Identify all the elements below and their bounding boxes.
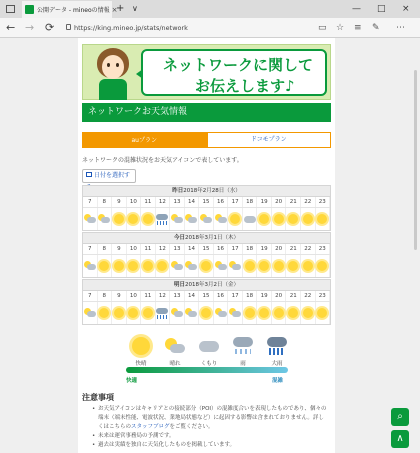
sun-icon bbox=[99, 308, 109, 318]
weather-cell bbox=[214, 302, 229, 324]
hour-label: 23 bbox=[316, 291, 331, 301]
partly-cloudy-icon bbox=[185, 261, 197, 271]
hour-label: 21 bbox=[286, 291, 301, 301]
weather-cell bbox=[127, 255, 142, 277]
weather-cell bbox=[272, 255, 287, 277]
weather-cell bbox=[98, 255, 113, 277]
partly-cloudy-icon bbox=[171, 214, 183, 224]
weather-cell bbox=[83, 208, 98, 230]
partly-cloudy-icon bbox=[215, 261, 227, 271]
weather-cell bbox=[257, 208, 272, 230]
address-bar bbox=[0, 18, 420, 38]
weather-cell bbox=[286, 208, 301, 230]
hour-label: 10 bbox=[127, 291, 142, 301]
weather-cell bbox=[316, 208, 331, 230]
weather-cell bbox=[301, 255, 316, 277]
hour-label: 13 bbox=[170, 244, 185, 254]
hub-icon[interactable]: ≡ bbox=[354, 23, 362, 33]
hour-label: 16 bbox=[214, 291, 229, 301]
weather-cell bbox=[185, 255, 200, 277]
close-window-button[interactable]: × bbox=[402, 4, 410, 14]
weather-cell bbox=[214, 255, 229, 277]
hour-label: 18 bbox=[243, 291, 258, 301]
hours-row bbox=[83, 291, 330, 302]
legend-item bbox=[194, 335, 224, 367]
weather-cell bbox=[170, 302, 185, 324]
snow-cloud-icon bbox=[233, 337, 253, 355]
sun-icon bbox=[132, 337, 150, 355]
hour-label: 12 bbox=[156, 244, 171, 254]
hour-label: 20 bbox=[272, 197, 287, 207]
weather-row bbox=[83, 255, 330, 277]
hour-label: 19 bbox=[257, 244, 272, 254]
weather-cell bbox=[199, 255, 214, 277]
rain-icon bbox=[156, 214, 168, 225]
tab-menu-icon[interactable]: ∨ bbox=[132, 4, 138, 13]
day-prefix: 昨日 bbox=[172, 188, 184, 194]
minimize-button[interactable]: — bbox=[352, 4, 361, 14]
notes-heading: 注意事項 bbox=[82, 393, 114, 402]
partly-cloudy-icon bbox=[171, 308, 183, 318]
weather-cell bbox=[272, 302, 287, 324]
day-header bbox=[83, 233, 330, 244]
weather-cell bbox=[170, 255, 185, 277]
main-content bbox=[78, 38, 335, 453]
hour-label: 7 bbox=[83, 244, 98, 254]
sun-icon bbox=[245, 261, 255, 271]
mascot-face bbox=[102, 55, 124, 79]
weather-cell bbox=[301, 302, 316, 324]
scrollbar[interactable] bbox=[413, 40, 418, 440]
partly-cloudy-icon bbox=[98, 214, 110, 224]
sun-icon bbox=[303, 261, 313, 271]
weather-cell bbox=[141, 208, 156, 230]
legend-slow-label: 混雑 bbox=[272, 378, 284, 384]
hour-label: 12 bbox=[156, 197, 171, 207]
reload-button[interactable]: ⟳ bbox=[45, 21, 55, 34]
partly-cloudy-icon bbox=[229, 261, 241, 271]
cloud-icon bbox=[244, 216, 256, 223]
sun-icon bbox=[317, 261, 327, 271]
more-icon[interactable]: ⋯ bbox=[396, 23, 405, 33]
weather-row bbox=[83, 208, 330, 230]
mascot-eye-left bbox=[107, 63, 110, 67]
weather-cell bbox=[257, 302, 272, 324]
weather-cell bbox=[272, 208, 287, 230]
partly-cloudy-icon bbox=[171, 261, 183, 271]
hour-label: 8 bbox=[98, 291, 113, 301]
weather-cell bbox=[286, 255, 301, 277]
weather-cell bbox=[257, 255, 272, 277]
sun-icon bbox=[143, 214, 153, 224]
weather-cell bbox=[170, 208, 185, 230]
partly-cloudy-icon bbox=[84, 261, 96, 271]
sun-icon bbox=[317, 308, 327, 318]
sun-icon bbox=[288, 261, 298, 271]
hour-label: 23 bbox=[316, 244, 331, 254]
weather-cell bbox=[228, 208, 243, 230]
sun-icon bbox=[317, 214, 327, 224]
rain-icon bbox=[156, 308, 168, 319]
weather-cell bbox=[98, 302, 113, 324]
hour-label: 15 bbox=[199, 197, 214, 207]
weather-cell bbox=[112, 302, 127, 324]
partly-cloudy-icon bbox=[229, 308, 241, 318]
legend-label: くもり bbox=[200, 361, 218, 367]
sun-icon bbox=[128, 214, 138, 224]
scroll-top-button[interactable]: ∧ bbox=[391, 430, 409, 448]
hour-label: 14 bbox=[185, 197, 200, 207]
tab-au-plan[interactable]: auプラン bbox=[82, 132, 207, 148]
date-select-button[interactable] bbox=[82, 169, 136, 183]
note-text: をご覧ください。 bbox=[169, 424, 214, 430]
hour-label: 22 bbox=[301, 197, 316, 207]
favorite-star-icon[interactable]: ☆ bbox=[336, 23, 345, 33]
hour-label: 19 bbox=[257, 291, 272, 301]
sun-icon bbox=[259, 214, 269, 224]
sun-icon bbox=[274, 214, 284, 224]
hour-label: 15 bbox=[199, 291, 214, 301]
weather-cell bbox=[156, 208, 171, 230]
hour-label: 20 bbox=[272, 291, 287, 301]
page-title: ネットワークお天気情報 bbox=[82, 103, 331, 122]
sun-icon bbox=[201, 308, 211, 318]
sun-icon bbox=[143, 261, 153, 271]
hour-label: 9 bbox=[112, 291, 127, 301]
hour-label: 7 bbox=[83, 291, 98, 301]
sun-icon bbox=[230, 214, 240, 224]
hour-label: 15 bbox=[199, 244, 214, 254]
hour-label: 13 bbox=[170, 197, 185, 207]
hours-row bbox=[83, 197, 330, 208]
weather-cell bbox=[301, 208, 316, 230]
sun-icon bbox=[274, 308, 284, 318]
tab-docomo-plan[interactable]: ドコモプラン bbox=[207, 132, 332, 148]
hour-label: 19 bbox=[257, 197, 272, 207]
weather-cell bbox=[228, 302, 243, 324]
hour-label: 21 bbox=[286, 197, 301, 207]
hour-label: 9 bbox=[112, 197, 127, 207]
hour-label: 11 bbox=[141, 291, 156, 301]
weather-cell bbox=[243, 255, 258, 277]
weather-cell bbox=[199, 208, 214, 230]
date-select-label: 日付を選択す bbox=[94, 172, 131, 179]
sun-icon bbox=[201, 261, 211, 271]
partly-cloudy-icon bbox=[215, 214, 227, 224]
weather-cell bbox=[112, 208, 127, 230]
reading-view-icon[interactable]: ▭ bbox=[318, 23, 327, 33]
hours-row bbox=[83, 244, 330, 255]
hour-label: 8 bbox=[98, 197, 113, 207]
hour-label: 7 bbox=[83, 197, 98, 207]
hour-label: 11 bbox=[141, 197, 156, 207]
legend-label: 雨 bbox=[240, 361, 246, 367]
sun-icon bbox=[157, 261, 167, 271]
legend-label: 大雨 bbox=[271, 361, 283, 367]
heavy-rain-icon bbox=[267, 337, 287, 355]
tab-actions-icon[interactable] bbox=[6, 5, 15, 13]
lock-icon bbox=[66, 24, 71, 30]
day-prefix: 今日 bbox=[173, 235, 185, 241]
banner-line-2: お伝えします♪ bbox=[195, 77, 295, 95]
tab-close-icon[interactable]: × bbox=[111, 5, 118, 14]
partly-cloudy-icon bbox=[165, 338, 185, 354]
weather-cell bbox=[185, 208, 200, 230]
weather-cell bbox=[112, 255, 127, 277]
mascot-body bbox=[99, 79, 127, 100]
day-date: 2018年2月28日（水） bbox=[183, 188, 241, 194]
congestion-gradient-bar bbox=[126, 367, 288, 373]
legend-label: 快晴 bbox=[135, 361, 147, 367]
hero-banner bbox=[82, 44, 331, 100]
new-tab-button[interactable]: + bbox=[116, 3, 125, 14]
weather-cell bbox=[228, 255, 243, 277]
partly-cloudy-icon bbox=[84, 214, 96, 224]
weather-cell bbox=[316, 255, 331, 277]
hour-label: 18 bbox=[243, 197, 258, 207]
sun-icon bbox=[114, 308, 124, 318]
legend-item bbox=[228, 335, 258, 367]
tab-title: 公開データ - mineoの情報 bbox=[37, 7, 110, 14]
partly-cloudy-icon bbox=[185, 214, 197, 224]
sun-icon bbox=[245, 308, 255, 318]
sun-icon bbox=[99, 261, 109, 271]
hour-label: 9 bbox=[112, 244, 127, 254]
legend-item bbox=[126, 335, 156, 367]
url-field[interactable]: https://king.mineo.jp/stats/network bbox=[74, 24, 188, 32]
back-button[interactable]: ← bbox=[6, 21, 16, 34]
hour-label: 22 bbox=[301, 291, 316, 301]
forecast-day bbox=[82, 185, 331, 231]
weather-cell bbox=[127, 302, 142, 324]
weather-cell bbox=[83, 255, 98, 277]
scrollbar-thumb[interactable] bbox=[414, 70, 417, 250]
weather-cell bbox=[127, 208, 142, 230]
note-text: お天気アイコンはキャリアとの接続部分（POI）の混雑度合いを表現したものであり、個々の端末（端末性能、電波状況、業地局状態など）に起因する影響は含まれておりません。詳しくはこちらの bbox=[98, 406, 327, 430]
sun-icon bbox=[274, 261, 284, 271]
sun-icon bbox=[288, 308, 298, 318]
sun-icon bbox=[303, 308, 313, 318]
sun-icon bbox=[288, 214, 298, 224]
day-date: 2018年3月2日（金） bbox=[185, 282, 239, 288]
sun-icon bbox=[259, 261, 269, 271]
partly-cloudy-icon bbox=[200, 214, 212, 224]
sun-icon bbox=[114, 261, 124, 271]
sun-icon bbox=[128, 308, 138, 318]
partly-cloudy-icon bbox=[215, 308, 227, 318]
search-fab-button[interactable]: ⌕ bbox=[391, 408, 409, 426]
hour-label: 14 bbox=[185, 244, 200, 254]
day-prefix: 明日 bbox=[173, 282, 185, 288]
weather-cell bbox=[286, 302, 301, 324]
banner-line-1: ネットワークに関して bbox=[163, 56, 314, 74]
hour-label: 13 bbox=[170, 291, 185, 301]
weather-cell bbox=[83, 302, 98, 324]
day-header bbox=[83, 186, 330, 197]
maximize-button[interactable]: □ bbox=[377, 4, 386, 14]
hour-label: 10 bbox=[127, 197, 142, 207]
notes-list bbox=[92, 405, 328, 450]
staff-blog-link[interactable]: スタッフブログ bbox=[131, 424, 170, 430]
browser-tab[interactable] bbox=[22, 1, 118, 18]
speech-bubble bbox=[141, 49, 327, 96]
weather-cell bbox=[98, 208, 113, 230]
note-item: • 過去は実績を独自に天気化したものを掲載しています。 bbox=[92, 441, 328, 450]
day-header bbox=[83, 280, 330, 291]
weather-row bbox=[83, 302, 330, 324]
favicon-icon bbox=[25, 5, 34, 14]
hour-label: 11 bbox=[141, 244, 156, 254]
weather-cell bbox=[141, 302, 156, 324]
hour-label: 8 bbox=[98, 244, 113, 254]
hour-label: 14 bbox=[185, 291, 200, 301]
hour-label: 10 bbox=[127, 244, 142, 254]
weather-cell bbox=[214, 208, 229, 230]
partly-cloudy-icon bbox=[84, 308, 96, 318]
hour-label: 18 bbox=[243, 244, 258, 254]
plan-tabs bbox=[82, 132, 331, 148]
hour-label: 17 bbox=[228, 197, 243, 207]
forecast-day bbox=[82, 279, 331, 325]
weather-cell bbox=[316, 302, 331, 324]
partly-cloudy-icon bbox=[185, 308, 197, 318]
weather-cell bbox=[243, 302, 258, 324]
hour-label: 12 bbox=[156, 291, 171, 301]
legend-item bbox=[262, 335, 292, 367]
hour-label: 17 bbox=[228, 244, 243, 254]
sun-icon bbox=[303, 214, 313, 224]
web-note-icon[interactable]: ✎ bbox=[372, 23, 380, 33]
sun-icon bbox=[128, 261, 138, 271]
sun-icon bbox=[114, 214, 124, 224]
hour-label: 23 bbox=[316, 197, 331, 207]
page-viewport bbox=[0, 38, 420, 453]
forward-button[interactable]: → bbox=[25, 21, 35, 34]
hour-label: 16 bbox=[214, 244, 229, 254]
note-item: • 未来は運営事務局の予測です。 bbox=[92, 432, 328, 441]
day-date: 2018年3月1日（木） bbox=[185, 235, 239, 241]
cloud-icon bbox=[199, 341, 219, 352]
mascot-eye-right bbox=[116, 63, 119, 67]
weather-cell bbox=[185, 302, 200, 324]
weather-cell bbox=[243, 208, 258, 230]
hour-label: 17 bbox=[228, 291, 243, 301]
forecast-day bbox=[82, 232, 331, 278]
sun-icon bbox=[143, 308, 153, 318]
tab-bar bbox=[0, 0, 420, 18]
legend-item bbox=[160, 335, 190, 367]
legend-fast-label: 快適 bbox=[126, 378, 138, 384]
weather-cell bbox=[156, 255, 171, 277]
hour-label: 16 bbox=[214, 197, 229, 207]
weather-cell bbox=[141, 255, 156, 277]
weather-cell bbox=[199, 302, 214, 324]
weather-cell bbox=[156, 302, 171, 324]
hour-label: 21 bbox=[286, 244, 301, 254]
legend-label: 晴れ bbox=[169, 361, 181, 367]
sun-icon bbox=[259, 308, 269, 318]
hour-label: 22 bbox=[301, 244, 316, 254]
hour-label: 20 bbox=[272, 244, 287, 254]
note-item bbox=[92, 405, 328, 432]
description-text: ネットワークの混雑状況をお天気アイコンで表しています。 bbox=[82, 157, 243, 164]
calendar-icon bbox=[86, 172, 92, 177]
